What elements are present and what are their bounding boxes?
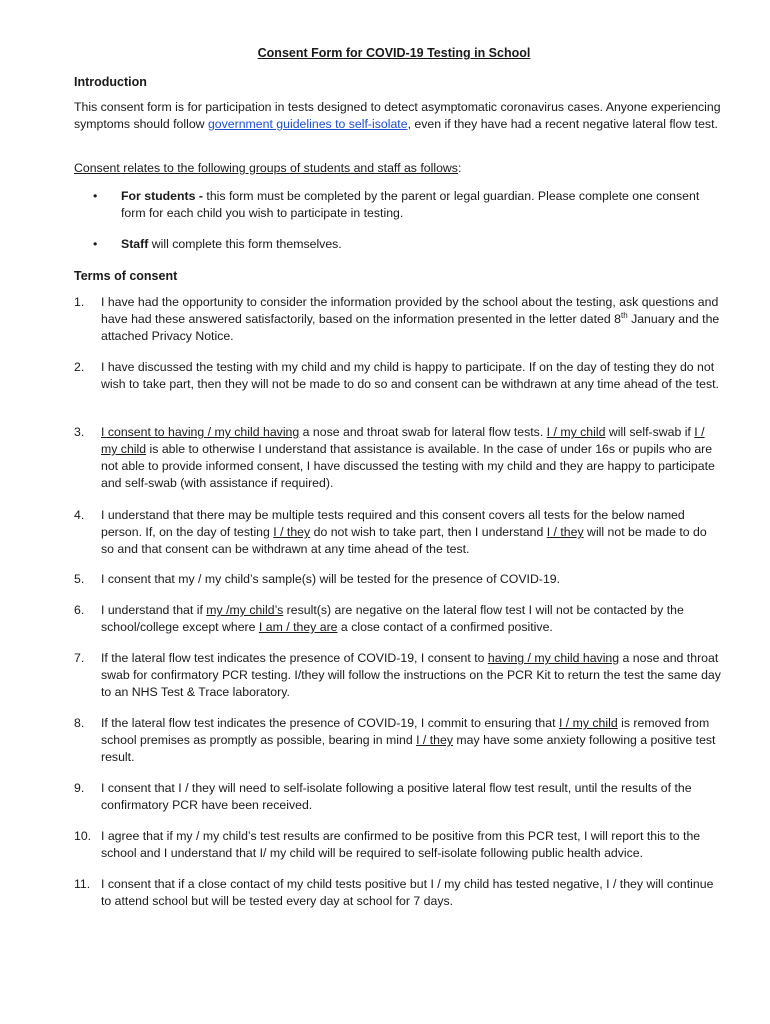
- bullet-icon: •: [93, 237, 98, 251]
- term-choice-underlined: I / my child: [558, 716, 618, 730]
- term-number: 8.: [74, 716, 85, 730]
- term-text-part: If the lateral flow test indicates the presence of COVID-19, I consent to: [101, 651, 488, 665]
- bullet-bold-label: For students -: [121, 189, 203, 203]
- term-text-part: I understand that there may be multiple tests required and this consent covers all tests for the below named person. If, on the day of testing: [101, 508, 685, 539]
- term-number: 3.: [74, 425, 85, 439]
- terms-heading: Terms of consent: [74, 269, 178, 283]
- term-text-part: I understand that if: [101, 603, 207, 617]
- term-text-part: is able to otherwise I understand that assistance is available. In the case of under 16s or pupils who are not able to provide informed consent, I have discussed the testing with my child and they are happy to participate and self-swab (with assistance if required).: [101, 442, 715, 490]
- page-title: Consent Form for COVID-19 Testing in School: [257, 46, 531, 60]
- term-text-part: result(s) are negative on the lateral flow test I will not be contacted by the school/college except where: [101, 603, 684, 634]
- groups-intro-text: Consent relates to the following groups of students and staff as follows: [74, 161, 458, 175]
- term-number: 2.: [74, 360, 85, 374]
- term-choice-underlined: I / they: [546, 525, 584, 539]
- term-text: I consent that my / my child’s sample(s) will be tested for the presence of COVID-19.: [101, 572, 561, 586]
- term-number: 9.: [74, 781, 85, 795]
- term-text-part: is removed from school premises as promptly as possible, bearing in mind: [101, 716, 710, 747]
- term-choice-underlined: I / my child: [101, 425, 705, 456]
- bullet-text: [121, 188, 721, 222]
- term-choice-underlined: having / my child having: [487, 651, 620, 665]
- term-text-part: a nose and throat swab for confirmatory PCR testing. I/they will follow the instructions on the PCR Kit to return the test the same day to an NHS Test & Trace laboratory.: [101, 651, 721, 699]
- introduction-paragraph: [74, 99, 724, 133]
- term-choice-underlined: my /my child’s: [206, 603, 284, 617]
- intro-text-start: This consent form is for participation in tests designed to detect asymptomatic coronavirus cases. Anyone experiencing symptoms should follow: [74, 100, 721, 131]
- term-text-part: If the lateral flow test indicates the presence of COVID-19, I commit to ensuring that: [101, 716, 559, 730]
- term-number: 6.: [74, 603, 85, 617]
- term-text-part: I have had the opportunity to consider the information provided by the school about the testing, ask questions and have had these answered satisfactorily, based on the information presented in the letter dated 8: [101, 295, 719, 326]
- term-text: [101, 715, 723, 766]
- term-text-part: a nose and throat swab for lateral flow tests.: [299, 425, 547, 439]
- term-text-part: do not wish to take part, then I understand: [310, 525, 547, 539]
- term-text: [101, 650, 723, 701]
- term-number: 10.: [74, 829, 92, 843]
- bullet-body: this form must be completed by the parent or legal guardian. Please complete one consent form for each child you wish to participate in testing.: [121, 189, 700, 220]
- term-choice-underlined: I consent to having / my child having: [101, 425, 300, 439]
- term-text: [101, 424, 723, 492]
- term-text: [101, 602, 723, 636]
- intro-text-end: , even if they have had a recent negative lateral flow test.: [407, 117, 718, 131]
- term-number: 4.: [74, 508, 85, 522]
- term-text: [101, 294, 723, 345]
- groups-intro: [74, 160, 724, 177]
- term-text-part: may have some anxiety following a positive test result.: [101, 733, 716, 764]
- groups-intro-colon: :: [457, 161, 462, 175]
- self-isolate-guidelines-link[interactable]: government guidelines to self-isolate: [207, 117, 408, 131]
- term-text: I have discussed the testing with my child and my child is happy to participate. If on the day of testing they do not wish to take part, then they will not be made to do so and consent can be withdrawn at any time ahead of the test.: [101, 360, 719, 391]
- ordinal-suffix: th: [620, 310, 628, 320]
- term-number: 5.: [74, 572, 85, 586]
- introduction-heading: Introduction: [74, 75, 147, 89]
- term-choice-underlined: I / my child: [546, 425, 606, 439]
- term-number: 11.: [74, 877, 91, 891]
- term-text-part: January and the attached Privacy Notice.: [101, 312, 720, 343]
- bullet-bold-label: Staff: [121, 237, 149, 251]
- term-number: 7.: [74, 651, 85, 665]
- term-choice-underlined: I am / they are: [258, 620, 338, 634]
- term-choice-underlined: I / they: [273, 525, 311, 539]
- term-text-part: will self-swab if: [605, 425, 695, 439]
- term-choice-underlined: I / they: [416, 733, 454, 747]
- bullet-body: will complete this form themselves.: [148, 237, 342, 251]
- term-number: 1.: [74, 295, 85, 309]
- bullet-icon: •: [93, 189, 98, 203]
- term-text: [101, 507, 723, 558]
- bullet-text: [121, 236, 721, 253]
- term-text-part: will not be made to do so and that consent can be withdrawn at any time ahead of the test.: [101, 525, 707, 556]
- term-text: I consent that if a close contact of my child tests positive but I / my child has tested negative, I / they will continue to attend school but will be tested every day at school for 7 days.: [101, 877, 714, 908]
- term-text: I consent that I / they will need to self-isolate following a positive lateral flow test result, until the results of the confirmatory PCR have been received.: [101, 781, 692, 812]
- term-text-part: a close contact of a confirmed positive.: [337, 620, 553, 634]
- term-text: I agree that if my / my child’s test results are confirmed to be positive from this PCR test, I will report this to the school and I understand that I/ my child will be required to self-isolate following public health advice.: [101, 829, 701, 860]
